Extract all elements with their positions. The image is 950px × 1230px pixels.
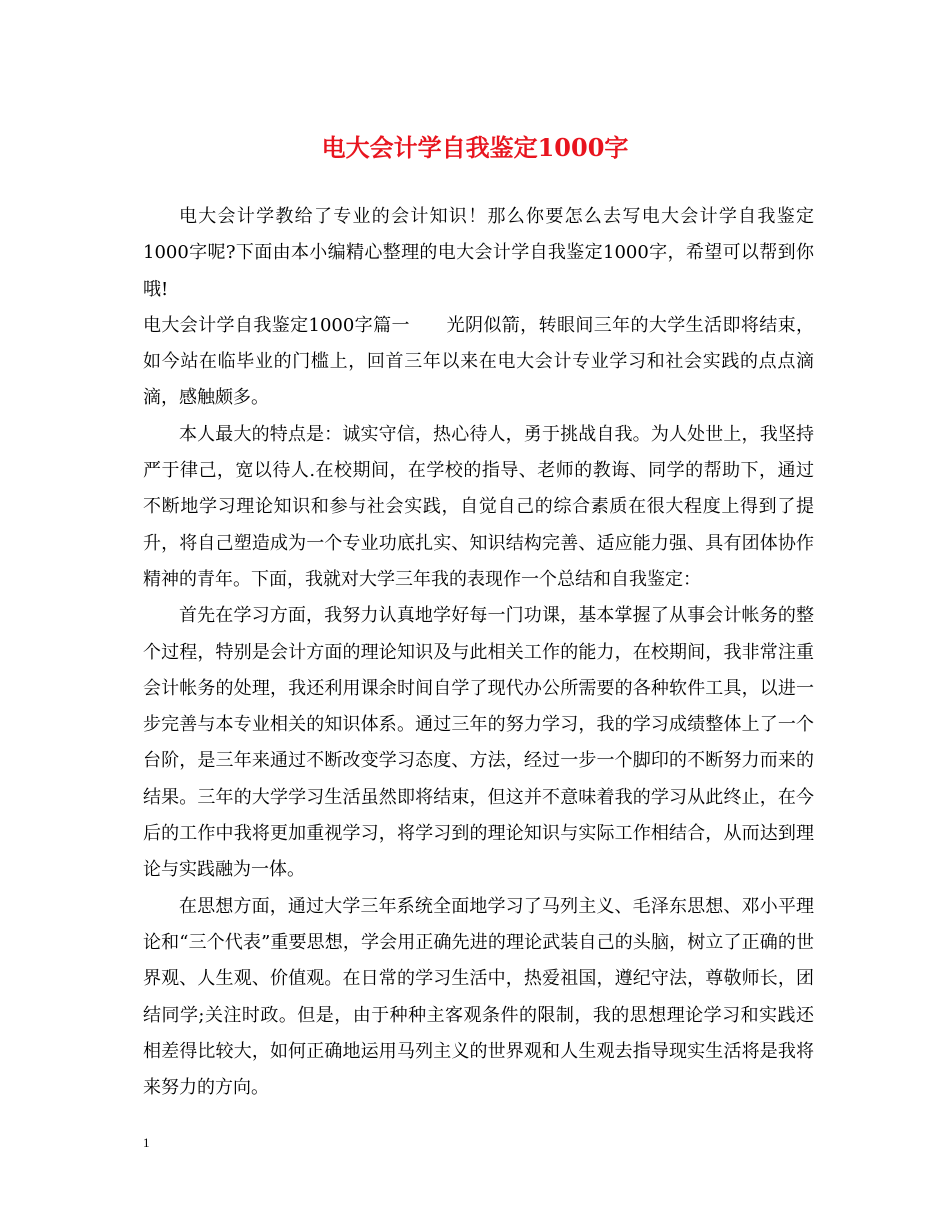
document-title: 电大会计学自我鉴定1000字 xyxy=(321,133,629,162)
intro-paragraph: 电大会计学教给了专业的会计知识！那么你要怎么去写电大会计学自我鉴定1000字呢?下面由本小编精心整理的电大会计学自我鉴定1000字，希望可以帮到你哦! xyxy=(143,206,814,300)
section-heading-paragraph: 电大会计学自我鉴定1000字篇一 光阴似箭，转眼间三年的大学生活即将结束，如今站在临毕业的门槛上，回首三年以来在电大会计专业学习和社会实践的点点滴滴，感触颇多。 xyxy=(143,314,814,409)
study-paragraph: 首先在学习方面，我努力认真地学好每一门功课，基本掌握了从事会计帐务的整个过程，特别是会计方面的理论知识及与此相关工作的能力，在校期间，我非常注重会计帐务的处理，我还利用课余时间自学了现代办公所需要的各种软件工具，以进一步完善与本专业相关的知识体系。通过三年的努力学习，我的学习成绩整体上了一个台阶，是三年来通过不断改变学习态度、方法，经过一步一个脚印的不断努力而来的结果。三年的大学学习生活虽然即将结束，但这并不意味着我的学习从此终止，在今后的工作中我将更加重视学习，将学习到的理论知识与实际工作相结合，从而达到理论与实践融为一体。 xyxy=(143,605,814,881)
page-number: 1 xyxy=(143,1135,150,1150)
document-body xyxy=(143,199,814,1106)
ideology-paragraph: 在思想方面，通过大学三年系统全面地学习了马列主义、毛泽东思想、邓小平理论和“三个代表”重要思想，学会用正确先进的理论武装自己的头脑，树立了正确的世界观、人生观、价值观。在日常的学习生活中，热爱祖国，遵纪守法，尊敬师长，团结同学;关注时政。但是，由于种种主客观条件的限制，我的思想理论学习和实践还相差得比较大，如何正确地运用马列主义的世界观和人生观去指导现实生活将是我将来努力的方向。 xyxy=(143,895,814,1099)
personality-paragraph: 本人最大的特点是：诚实守信，热心待人，勇于挑战自我。为人处世上，我坚持严于律己，宽以待人.在校期间，在学校的指导、老师的教诲、同学的帮助下，通过不断地学习理论知识和参与社会实践，自觉自己的综合素质在很大程度上得到了提升，将自己塑造成为一个专业功底扎实、知识结构完善、适应能力强、具有团体协作精神的青年。下面，我就对大学三年我的表现作一个总结和自我鉴定： xyxy=(143,423,814,590)
